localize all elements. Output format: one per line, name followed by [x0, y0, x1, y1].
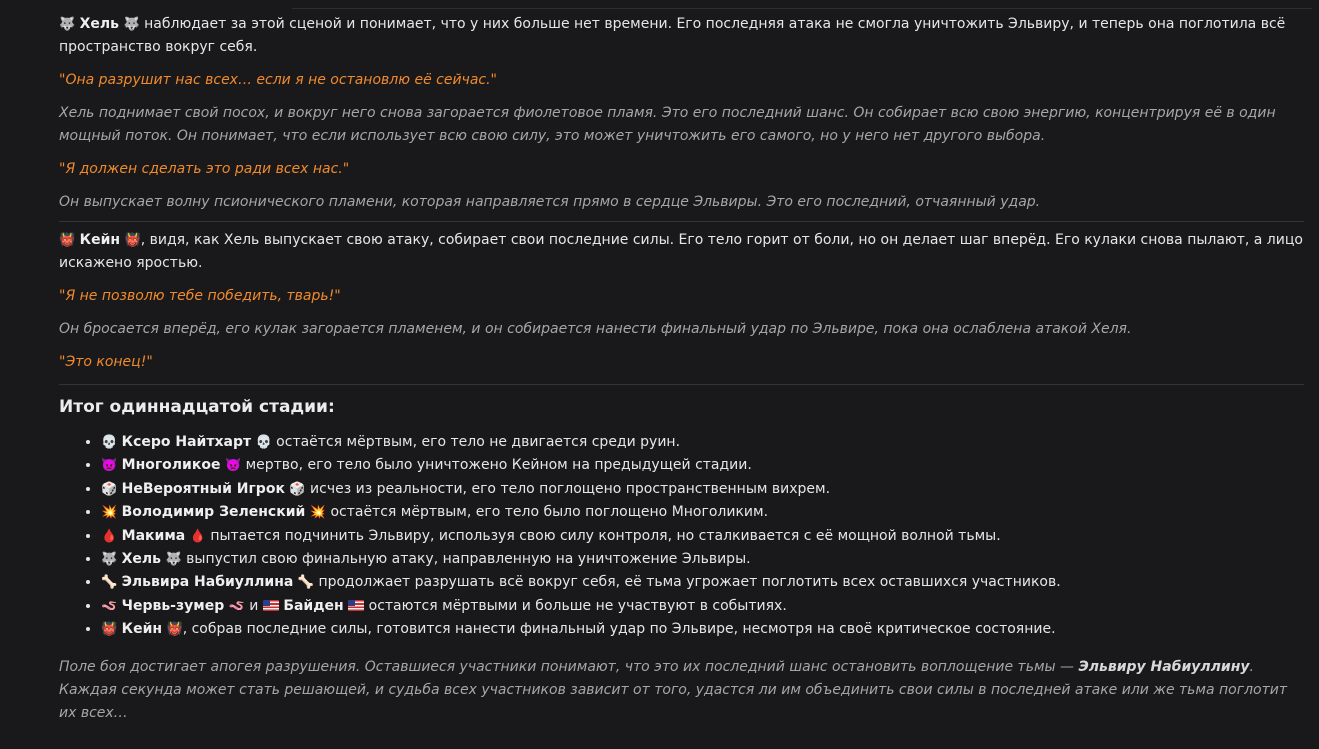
- final-bold: Эльвиру Набиуллину: [1078, 658, 1250, 675]
- participant-status: исчез из реальности, его тело поглощено пространственным вихрем.: [305, 480, 831, 497]
- us-flag-icon: [263, 600, 279, 611]
- participant-name: Володимир Зеленский: [121, 504, 306, 521]
- skull-icon: 💀: [255, 435, 272, 450]
- participant-status: остаются мёртвыми и больше не участвуют в событиях.: [364, 597, 787, 614]
- wolf-icon: 🐺: [123, 17, 140, 32]
- list-item: [101, 548, 1304, 571]
- hel-narration-2: Он выпускает волну псионического пламени, которая направляется прямо в сердце Эльвиры. Это его последний, отчаянный удар.: [59, 194, 1041, 210]
- wolf-icon: 🐺: [165, 552, 182, 568]
- bone-icon: 🦴: [101, 575, 118, 591]
- list-item: [101, 501, 1304, 524]
- participant-name: Хель: [121, 551, 162, 568]
- list-item: [101, 525, 1304, 548]
- wolf-icon: 🐺: [59, 17, 76, 32]
- hel-text: наблюдает за этой сценой и понимает, что у них больше нет времени. Его последняя атака не смогла уничтожить Эльвиру, и теперь она поглотила всё пространство вокруг себя.: [59, 16, 1286, 55]
- summary-heading: Итог одиннадцатой стадии:: [59, 397, 335, 417]
- final-text-1: Поле боя достигает апогея разрушения. Оставшиеся участники понимают, что это их последний шанс остановить воплощение тьмы —: [59, 658, 1079, 675]
- us-flag-icon: [348, 600, 364, 611]
- kain-quote-2: "Это конец!": [59, 354, 153, 370]
- participant-status: пытается подчинить Эльвиру, используя свою силу контроля, но сталкивается с её мощной волной тьмы.: [205, 527, 1001, 544]
- participant-status: остаётся мёртвым, его тело не двигается среди руин.: [271, 434, 681, 450]
- list-item: [101, 454, 1304, 477]
- wolf-icon: 🐺: [101, 552, 118, 568]
- participant-status: продолжает разрушать всё вокруг себя, её тьма угрожает поглотить всех оставшихся участников.: [314, 574, 1061, 591]
- participant-name: Эльвира Набиуллина: [121, 574, 294, 591]
- dice-icon: 🎲: [289, 481, 306, 497]
- hel-quote-2: "Я должен сделать это ради всех нас.": [59, 161, 350, 177]
- list-item: [101, 595, 1304, 618]
- hel-paragraph: [59, 13, 1304, 59]
- dice-icon: 🎲: [101, 481, 118, 497]
- blood-drop-icon: 🩸: [101, 528, 118, 544]
- participant-name: НеВероятный Игрок: [121, 480, 285, 497]
- blood-drop-icon: 🩸: [189, 528, 206, 544]
- participant-status: , собрав последние силы, готовится нанести финальный удар по Эльвире, несмотря на своё критическое состояние.: [182, 621, 1056, 638]
- message-content: [59, 13, 1304, 725]
- summary-list: [59, 431, 1304, 642]
- explosion-icon: 💥: [309, 505, 326, 521]
- participant-name: Многоликое: [121, 457, 221, 474]
- kain-quote-1: "Я не позволю тебе победить, тварь!": [59, 288, 341, 304]
- participant-name: Байден: [283, 597, 344, 614]
- worm-icon: 🪱: [101, 598, 118, 614]
- participant-name: Ксеро Найтхарт: [121, 434, 252, 450]
- list-item: [101, 431, 1304, 454]
- ogre-icon: 👹: [101, 622, 118, 638]
- ogre-icon: 👹: [59, 233, 76, 248]
- explosion-icon: 💥: [101, 505, 118, 521]
- hel-quote-1: "Она разрушит нас всех… если я не остановлю её сейчас.": [59, 72, 497, 88]
- ogre-icon: 👹: [124, 233, 141, 248]
- kain-text: , видя, как Хель выпускает свою атаку, собирает свои последние силы. Его тело горит от боли, но он делает шаг вперёд. Его кулаки снова пылают, а лицо искажено яростью.: [59, 232, 1303, 271]
- kain-paragraph: [59, 229, 1304, 275]
- participant-name: Червь-зумер: [121, 597, 225, 614]
- participant-name: Кейн: [121, 621, 163, 638]
- list-item: [101, 571, 1304, 594]
- bone-icon: 🦴: [297, 575, 314, 591]
- top-divider: [292, 8, 1312, 9]
- devil-icon: 👿: [101, 458, 118, 474]
- participant-status: мертво, его тело было уничтожено Кейном на предыдущей стадии.: [241, 457, 752, 474]
- skull-icon: 💀: [101, 435, 118, 450]
- final-text-2: . Каждая секунда может стать решающей, и судьба всех участников зависит от того, удастся ли им объединить свои силы в последней атаке или же тьма поглотит их всех…: [59, 658, 1288, 721]
- ogre-icon: 👹: [166, 622, 183, 638]
- worm-icon: 🪱: [228, 598, 245, 614]
- kain-narration-1: Он бросается вперёд, его кулак загорается пламенем, и он собирается нанести финальный удар по Эльвире, пока она ослаблена атакой Хеля.: [59, 321, 1132, 337]
- divider: [59, 384, 1304, 385]
- participant-name: Макима: [121, 527, 186, 544]
- devil-icon: 👿: [224, 458, 242, 474]
- hel-narration-1: Хель поднимает свой посох, и вокруг него снова загорается фиолетовое пламя. Это его последний шанс. Он собирает всю свою энергию, концентрируя её в один мощный поток. Он понимает, что если использует всю свою силу, это может уничтожить его самого, но у него нет другого выбора.: [59, 105, 1276, 144]
- final-paragraph: [59, 656, 1304, 725]
- participant-status: остаётся мёртвым, его тело было поглощено Многоликим.: [326, 504, 769, 521]
- divider: [59, 221, 1304, 222]
- conjunction: и: [244, 597, 263, 614]
- hel-name: Хель: [79, 16, 120, 32]
- kain-name: Кейн: [79, 232, 121, 248]
- list-item: [101, 618, 1304, 641]
- list-item: [101, 478, 1304, 501]
- participant-status: выпустил свою финальную атаку, направленную на уничтожение Эльвиры.: [181, 551, 751, 568]
